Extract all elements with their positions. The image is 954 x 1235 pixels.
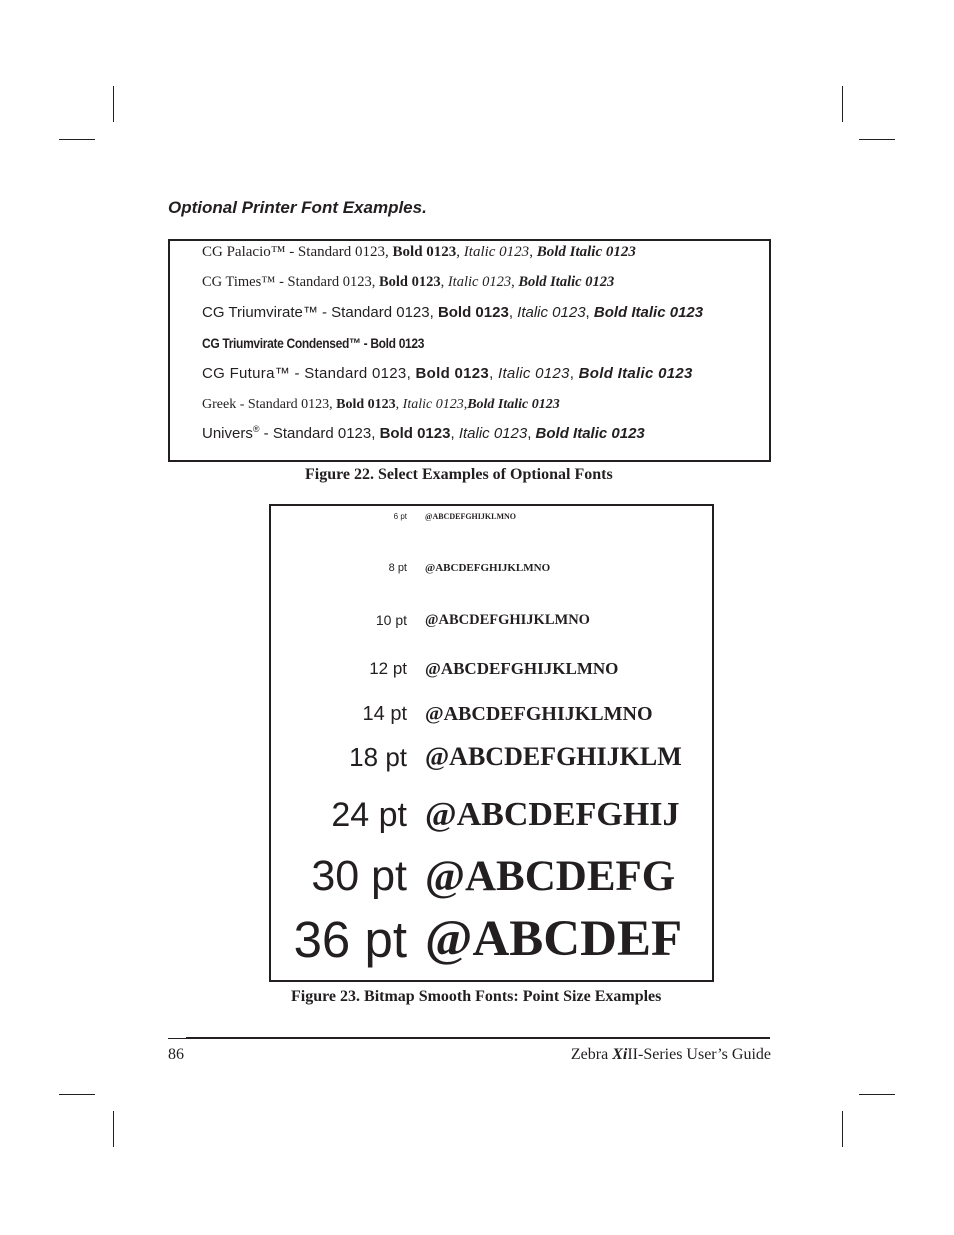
crop-mark xyxy=(113,1111,114,1147)
point-size-sample: @ABCDEF xyxy=(425,911,683,967)
font-example-futura: CG Futura™ - Standard 0123, Bold 0123, Italic 0123, Bold Italic 0123 xyxy=(202,365,693,382)
point-size-label: 24 pt xyxy=(331,796,407,834)
figure-23-caption: Figure 23. Bitmap Smooth Fonts: Point Size Examples xyxy=(291,988,662,1005)
point-size-sample: @ABCDEFGHIJKLMNO xyxy=(425,562,551,574)
font-example-triumvirate: CG Triumvirate™ - Standard 0123, Bold 0123, Italic 0123, Bold Italic 0123 xyxy=(202,304,704,321)
crop-mark xyxy=(842,1111,843,1147)
point-size-sample: @ABCDEFGHIJKLMNO xyxy=(425,512,516,521)
point-size-label: 18 pt xyxy=(349,742,407,772)
point-size-examples-box xyxy=(269,504,714,982)
font-examples-box xyxy=(168,239,771,462)
font-example-greek: Greek - Standard 0123, Bold 0123, Italic 0123,Bold Italic 0123 xyxy=(202,397,560,412)
point-size-sample: @ABCDEFGHIJKLMNO xyxy=(425,659,619,678)
point-size-label: 30 pt xyxy=(311,852,407,900)
font-example-univers: Univers® - Standard 0123, Bold 0123, Italic 0123, Bold Italic 0123 xyxy=(202,424,645,442)
point-size-label: 8 pt xyxy=(388,562,407,574)
crop-mark xyxy=(859,139,895,140)
section-title: Optional Printer Font Examples. xyxy=(168,198,427,217)
font-example-palacio: CG Palacio™ - Standard 0123, Bold 0123, Italic 0123, Bold Italic 0123 xyxy=(202,244,636,260)
point-size-label: 14 pt xyxy=(362,703,407,725)
crop-mark xyxy=(859,1094,895,1095)
point-size-label: 36 pt xyxy=(293,911,407,968)
point-size-sample: @ABCDEFGHIJKLM xyxy=(425,742,682,771)
point-size-sample: @ABCDEFG xyxy=(425,853,676,900)
point-size-sample: @ABCDEFGHIJ xyxy=(425,796,680,833)
point-size-label: 10 pt xyxy=(375,612,407,628)
guide-title: Zebra XiII-Series User’s Guide xyxy=(570,1046,771,1063)
font-example-times: CG Times™ - Standard 0123, Bold 0123, Italic 0123, Bold Italic 0123 xyxy=(202,274,615,290)
crop-mark xyxy=(113,86,114,122)
page-number: 86 xyxy=(168,1046,184,1063)
point-size-sample: @ABCDEFGHIJKLMNO xyxy=(425,612,590,628)
crop-mark xyxy=(842,86,843,122)
point-size-sample: @ABCDEFGHIJKLMNO xyxy=(425,703,653,725)
crop-mark xyxy=(59,139,95,140)
footer-rule-notch xyxy=(168,1037,186,1038)
footer-rule xyxy=(168,1037,770,1039)
font-example-triumvirate-condensed: CG Triumvirate Condensed™ - Bold 0123 xyxy=(202,335,425,351)
figure-22-caption: Figure 22. Select Examples of Optional Fonts xyxy=(305,466,613,483)
point-size-label: 12 pt xyxy=(369,659,407,678)
crop-mark xyxy=(59,1094,95,1095)
point-size-label: 6 pt xyxy=(393,512,407,521)
